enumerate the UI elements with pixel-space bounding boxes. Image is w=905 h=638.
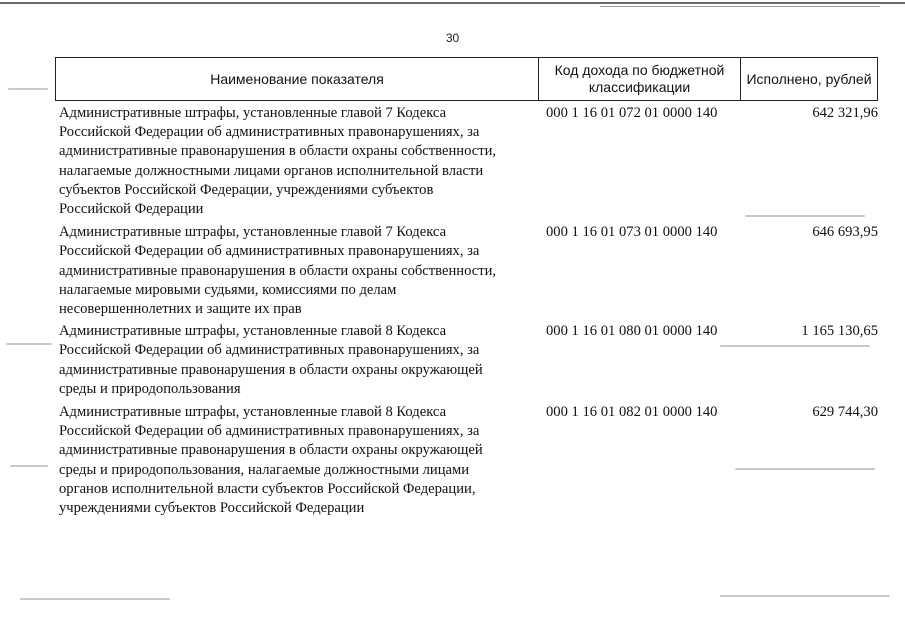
scan-speckle	[20, 598, 170, 600]
header-executed: Исполнено, рублей	[746, 70, 872, 87]
row-name: Административные штрафы, установленные главой 7 Кодекса Российской Федерации об административных правонарушениях, за административные правонарушения в области охраны собственности, налагаемые мировыми судьями, комиссиями по делам несовершеннолетних и защите их прав	[59, 224, 497, 318]
page-number: 30	[445, 31, 460, 45]
row-code: 000 1 16 01 080 01 0000 140	[546, 323, 718, 340]
scan-speckle	[735, 468, 875, 470]
row-name: Административные штрафы, установленные главой 8 Кодекса Российской Федерации об административных правонарушениях, за административные правонарушения в области охраны окружающей среды и природопользования, налагаемые должностными лицами органов исполнительной власти субъектов Российской Федерации, учреждениями субъектов Российской Федерации	[59, 404, 483, 517]
scan-speckle	[10, 465, 48, 467]
table-body	[59, 104, 879, 518]
table-row	[59, 223, 879, 319]
scan-speckle	[6, 343, 52, 345]
row-amount: 642 321,96	[812, 105, 878, 121]
row-code: 000 1 16 01 073 01 0000 140	[546, 224, 718, 241]
scan-speckle	[8, 88, 48, 90]
table-row	[59, 403, 879, 518]
row-name: Административные штрафы, установленные главой 8 Кодекса Российской Федерации об административных правонарушениях, за административные правонарушения в области охраны окружающей среды и природопользования	[59, 323, 483, 397]
row-name: Административные штрафы, установленные главой 7 Кодекса Российской Федерации об административных правонарушениях, за административные правонарушения в области охраны собственности, налагаемые должностными лицами органов исполнительной власти субъектов Российской Федерации, учреждениями субъектов Российской Федерации	[59, 105, 497, 218]
header-name: Наименование показателя	[56, 58, 539, 100]
scan-speckle	[745, 215, 865, 217]
row-code: 000 1 16 01 082 01 0000 140	[546, 404, 718, 421]
row-code: 000 1 16 01 072 01 0000 140	[546, 105, 718, 121]
top-scan-border-secondary	[600, 6, 880, 7]
table-row	[59, 322, 879, 399]
scan-speckle	[720, 595, 890, 597]
table-header	[55, 57, 878, 101]
table-row	[59, 104, 879, 219]
top-scan-border	[0, 2, 905, 4]
row-amount: 1 165 130,65	[801, 323, 878, 340]
header-code: Код дохода по бюджетной классификации	[539, 58, 741, 100]
scan-speckle	[720, 345, 870, 347]
row-amount: 629 744,30	[812, 404, 878, 421]
row-amount: 646 693,95	[812, 224, 878, 241]
